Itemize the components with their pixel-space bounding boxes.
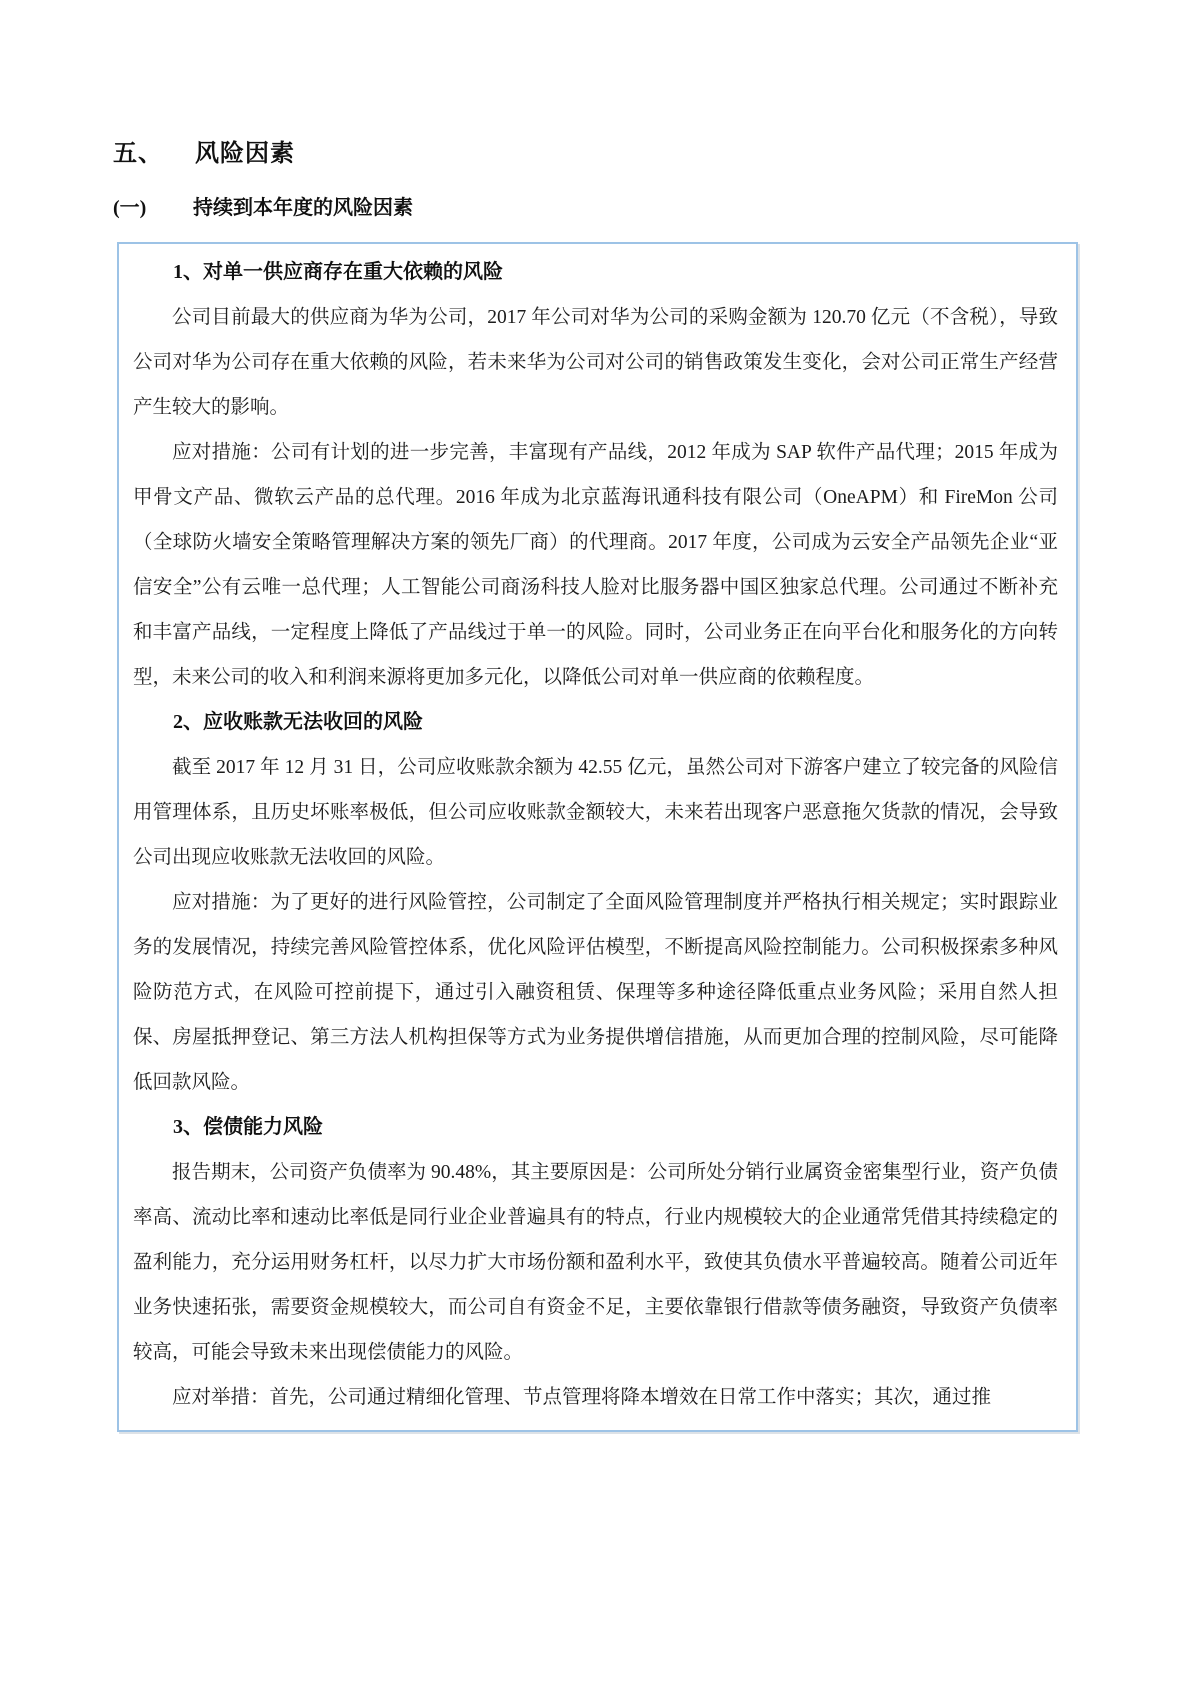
section-number: 五、 [113,141,163,167]
section-title: 风险因素 [195,141,295,167]
risk-item-3-measures: 应对举措：首先，公司通过精细化管理、节点管理将降本增效在日常工作中落实；其次，通过推 [172,1387,992,1408]
risk-item-3-heading: 3、偿债能力风险 [173,1116,323,1138]
risk-item-3-paragraph: 报告期末，公司资产负债率为 90.48%，其主要原因是：公司所处分销行业属资金密集型行业，资产负债率高、流动比率和速动比率低是同行业企业普遍具有的特点，行业内规模较大的企业通常凭借其持续稳定的盈利能力，充分运用财务杠杆，以尽力扩大市场份额和盈利水平，致使其负债水平普遍较高。随着公司近年业务快速拓张，需要资金规模较大，而公司自有资金不足，主要依靠银行借款等债务融资，导致资产负债率较高，可能会导致未来出现偿债能力的风险。 [133,1162,1058,1363]
section-heading [113,133,1085,168]
risk-item-2-paragraph: 截至 2017 年 12 月 31 日，公司应收账款余额为 42.55 亿元，虽然公司对下游客户建立了较完备的风险信用管理体系，且历史坏账率极低，但公司应收账款金额较大，未来若出现客户恶意拖欠货款的情况，会导致公司出现应收账款无法收回的风险。 [133,757,1058,868]
subsection-heading [113,191,1085,220]
subsection-title: 持续到本年度的风险因素 [193,197,413,219]
document-page [113,0,1085,1432]
risk-item-2-heading: 2、应收账款无法收回的风险 [173,711,423,733]
risk-item-1-paragraph: 公司目前最大的供应商为华为公司，2017 年公司对华为公司的采购金额为 120.70 亿元（不含税），导致公司对华为公司存在重大依赖的风险，若未来华为公司对公司的销售政策发生变化，会对公司正常生产经营产生较大的影响。 [133,307,1058,418]
risk-item-2-measures: 应对措施：为了更好的进行风险管控，公司制定了全面风险管理制度并严格执行相关规定；实时跟踪业务的发展情况，持续完善风险管控体系，优化风险评估模型，不断提高风险控制能力。公司积极探索多种风险防范方式，在风险可控前提下，通过引入融资租赁、保理等多种途径降低重点业务风险；采用自然人担保、房屋抵押登记、第三方法人机构担保等方式为业务提供增信措施，从而更加合理的控制风险，尽可能降低回款风险。 [133,892,1058,1093]
risk-item-1-heading: 1、对单一供应商存在重大依赖的风险 [173,261,503,283]
risk-item-1-measures: 应对措施：公司有计划的进一步完善，丰富现有产品线，2012 年成为 SAP 软件产品代理；2015 年成为甲骨文产品、微软云产品的总代理。2016 年成为北京蓝海讯通科技有限公司（OneAPM）和 FireMon 公司（全球防火墙安全策略管理解决方案的领先厂商）的代理商。2017 年度，公司成为云安全产品领先企业“亚信安全”公有云唯一总代理；人工智能公司商汤科技人脸对比服务器中国区独家总代理。公司通过不断补充和丰富产品线，一定程度上降低了产品线过于单一的风险。同时，公司业务正在向平台化和服务化的方向转型，未来公司的收入和利润来源将更加多元化，以降低公司对单一供应商的依赖程度。 [133,442,1058,688]
subsection-number: (一) [113,197,147,219]
risk-factors-box [117,242,1078,1432]
